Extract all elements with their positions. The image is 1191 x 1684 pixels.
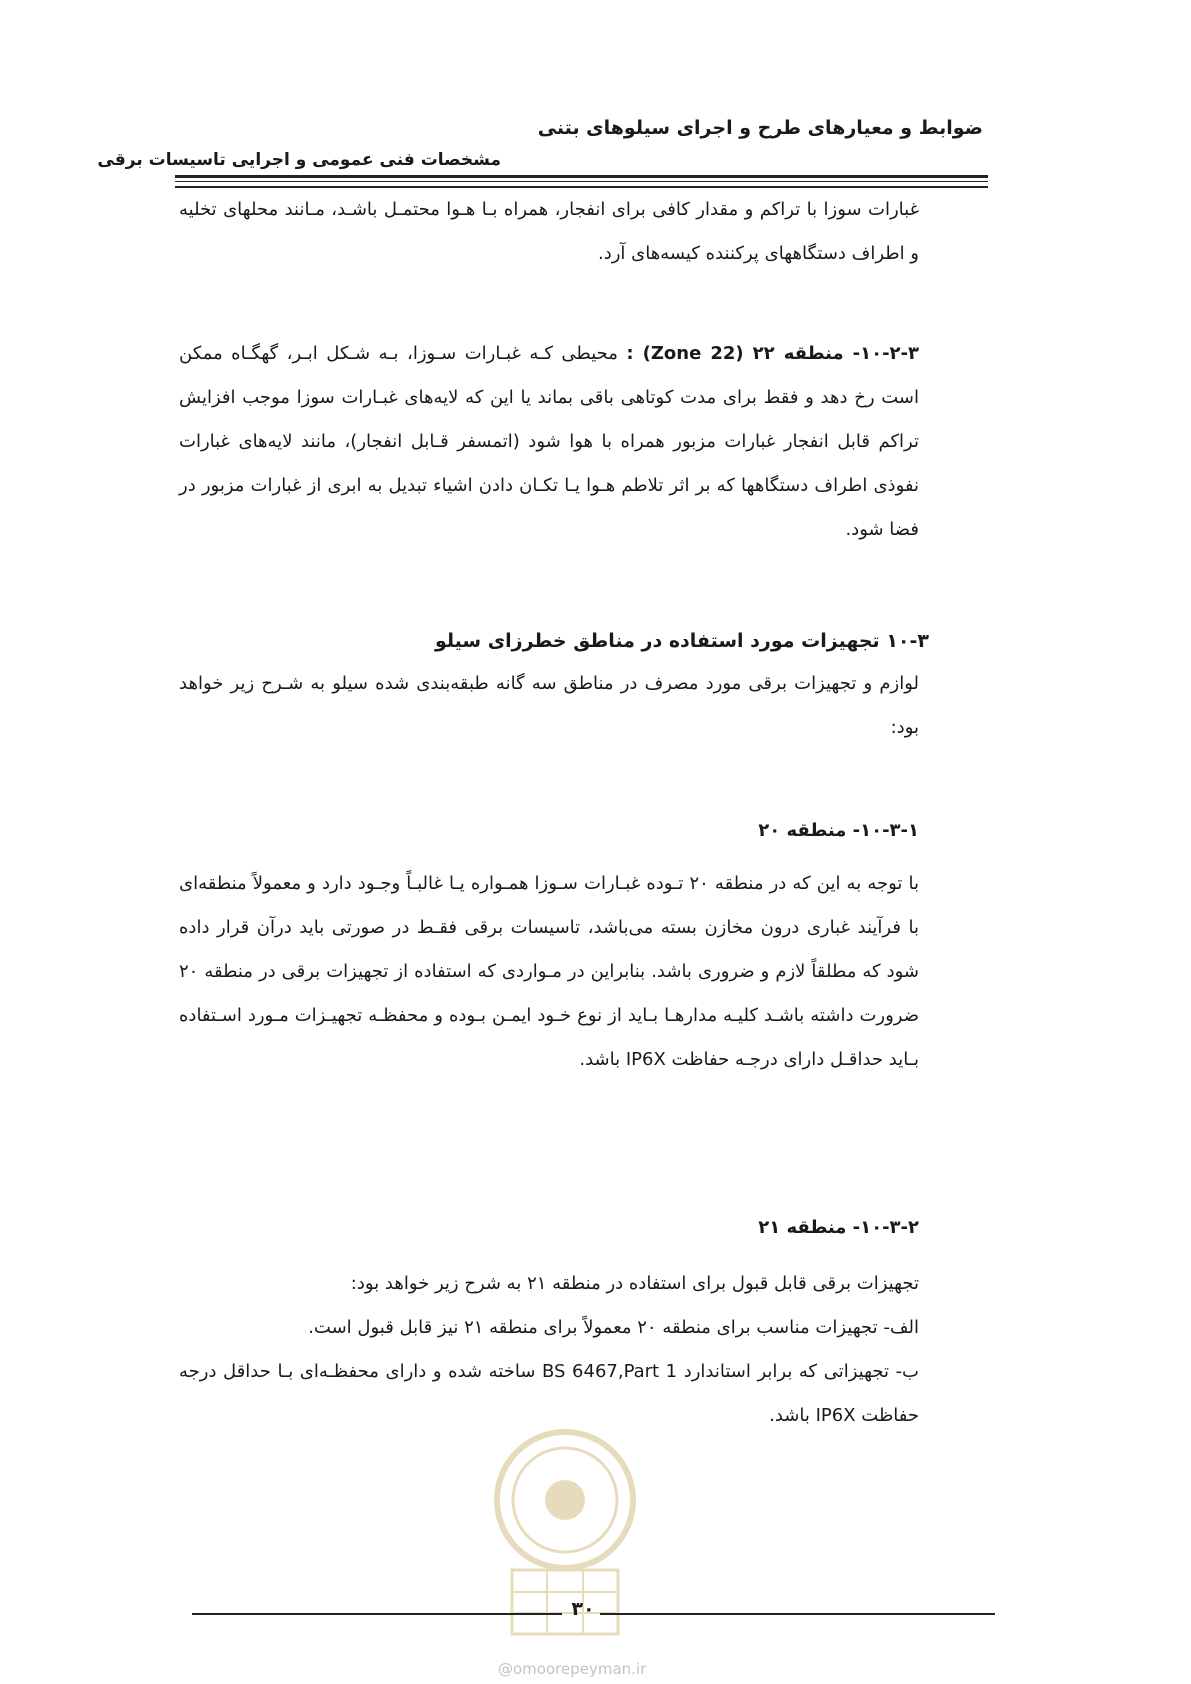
zone21-block bbox=[179, 1262, 919, 1438]
section-heading: ۱۰-۳ تجهیزات مورد استفاده در مناطق خطرزای سیلو bbox=[435, 630, 929, 652]
running-header-subtitle: مشخصات فنی عمومی و اجرایی تاسیسات برقی bbox=[97, 150, 501, 170]
zone21-intro: تجهیزات برقی قابل قبول برای استفاده در منطقه ۲۱ به شرح زیر خواهد بود: bbox=[350, 1273, 919, 1294]
zone21-heading: ۱۰-۳-۲- منطقه ۲۱ bbox=[758, 1217, 919, 1238]
zone20-block bbox=[179, 862, 919, 1082]
zone22-text: محیطی کـه غبـارات سـوزا، بـه شـکل ابـر، گهگـاه ممکن است رخ دهد و فقط برای مدت کوتاهی باقی بماند یا این که لایه‌های غبـارات سوزا موجب افزایش تراکم قابل انفجار غبارات مزبور همراه با هوا شود (اتمسفر قـابل انفجار)، مانند لایه‌های غبارات نفوذی اطراف دستگاهها که بر اثر تلاطم هـوا یـا تکـان دادن اشیاء تبدیل به ابری از غبارات مزبور در فضا شود. bbox=[179, 343, 919, 540]
watermark-url: @omoorepeyman.ir bbox=[498, 1660, 647, 1678]
zone22-paragraph bbox=[179, 332, 919, 552]
zone20-heading-block bbox=[179, 820, 919, 841]
zone21-item-a: الف- تجهیزات مناسب برای منطقه ۲۰ معمولاً برای منطقه ۲۱ نیز قابل قبول است. bbox=[308, 1317, 919, 1338]
header-rule-thin bbox=[175, 181, 988, 182]
section-3-block bbox=[179, 662, 919, 750]
footer-rule-right bbox=[600, 1613, 995, 1615]
zone21-item-b: ب- تجهیزاتی که برابر استاندارد BS 6467,Part 1 ساخته شده و دارای محفظـه‌ای بـا حداقل درجه حفاظت IP6X باشد. bbox=[179, 1361, 920, 1426]
intro-block bbox=[179, 188, 919, 276]
zone22-number: ۱۰-۲-۳- منطقه ۲۲ (Zone 22) : bbox=[626, 343, 919, 364]
zone20-heading: ۱۰-۳-۱- منطقه ۲۰ bbox=[758, 820, 919, 841]
zone22-block bbox=[179, 332, 919, 552]
intro-paragraph: غبارات سوزا با تراکم و مقدار کافی برای انفجار، همراه بـا هـوا محتمـل باشـد، مـانند محلهای تخلیه و اطراف دستگاههای پرکننده کیسه‌های آرد. bbox=[179, 199, 919, 264]
running-header-title: ضوابط و معیارهای طرح و اجرای سیلوهای بتنی bbox=[537, 117, 983, 139]
page-number: ۳۰ bbox=[571, 1598, 595, 1620]
zone21-heading-block bbox=[179, 1217, 919, 1238]
header-rule-thick bbox=[175, 175, 988, 178]
section-3-paragraph: لوازم و تجهیزات برقی مورد مصرف در مناطق سه گانه طبقه‌بندی شده سیلو به شـرح زیر خواهد بود: bbox=[179, 673, 919, 738]
section-3-heading-block bbox=[179, 630, 929, 652]
zone20-paragraph: با توجه به این که در منطقه ۲۰ تـوده غبـارات سـوزا همـواره یـا غالبـاً وجـود دارد و معمولاً منطقه‌ای با فرآیند غباری درون مخازن بسته می‌باشد، تاسیسات برقی فقـط در صورتی باید درآن قرار داده شود که مطلقاً لازم و ضروری باشد. بنابراین در مـواردی که استفاده از تجهیزات برقی در منطقه ۲۰ ضرورت داشته باشـد کلیـه مدارهـا بـاید از نوع خـود ایمـن بـوده و محفظـه تجهیـزات مـورد اسـتفاده بـاید حداقـل دارای درجـه حفاظت IP6X باشد. bbox=[179, 873, 919, 1070]
footer-rule-left bbox=[192, 1613, 562, 1615]
stamp-seal-watermark bbox=[490, 1420, 640, 1640]
